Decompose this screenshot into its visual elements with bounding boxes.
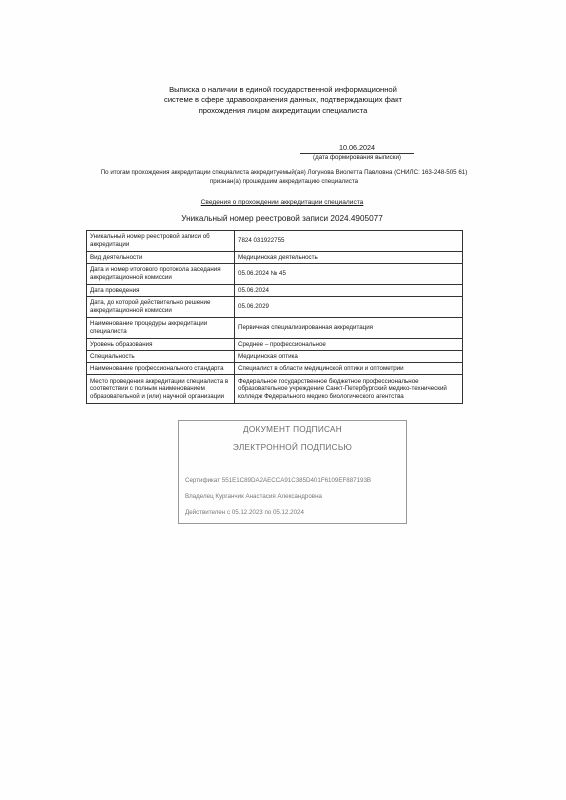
- row-label: Наименование процедуры аккредитации специалиста: [87, 318, 235, 339]
- row-label: Наименование профессионального стандарта: [87, 363, 235, 375]
- table-row: [87, 339, 463, 351]
- issue-date: 10.06.2024: [300, 143, 414, 154]
- table-row: [87, 351, 463, 363]
- stamp-owner: Владелец Курганчик Анастасия Александровна: [185, 493, 322, 500]
- table-row: [87, 231, 463, 252]
- row-label: Вид деятельности: [87, 252, 235, 264]
- row-value: Среднее – профессиональное: [235, 339, 463, 351]
- table-row: [87, 375, 463, 404]
- row-value: 05.06.2029: [235, 297, 463, 318]
- table-row: [87, 363, 463, 375]
- section-title: Сведения о прохождении аккредитации специалиста: [200, 199, 364, 206]
- accreditation-table: [86, 230, 463, 404]
- row-value: Федеральное государственное бюджетное профессиональное образовательное учреждение Санкт-Петербургский медико-технический колледж Федерального медико биологического агентства: [235, 375, 463, 404]
- electronic-signature-stamp: [178, 420, 407, 524]
- document-title: [110, 85, 456, 116]
- row-value: Медицинская деятельность: [235, 252, 463, 264]
- table-row: [87, 297, 463, 318]
- row-label: Место проведения аккредитации специалиста в соответствии с полным наименованием образовательной и (или) научной организации: [87, 375, 235, 404]
- table-row: [87, 318, 463, 339]
- intro-paragraph: [82, 168, 486, 186]
- row-label: Дата, до которой действительно решение аккредитационной комиссии: [87, 297, 235, 318]
- row-value: Первичная специализированная аккредитация: [235, 318, 463, 339]
- title-line-2: системе в сфере здравоохранения данных, подтверждающих факт: [164, 95, 402, 105]
- intro-line-1: По итогам прохождения аккредитации специалиста аккредитуемый(ая) Логунова Виолетта Павловна (СНИЛС: 163-248-505 61): [100, 169, 468, 176]
- row-label: Специальность: [87, 351, 235, 363]
- table-row: [87, 285, 463, 297]
- registry-number-title: Уникальный номер реестровой записи 2024.4905077: [181, 214, 383, 223]
- row-label: Дата и номер итогового протокола заседания аккредитационной комиссии: [87, 264, 235, 285]
- row-value: 05.06.2024: [235, 285, 463, 297]
- title-line-3: прохождения лицом аккредитации специалиста: [198, 105, 368, 115]
- stamp-heading-line-2: ЭЛЕКТРОННОЙ ПОДПИСЬЮ: [232, 443, 353, 452]
- issue-date-caption: (дата формирования выписки): [313, 154, 401, 161]
- row-value: 7824 031922755: [235, 231, 463, 252]
- row-label: Дата проведения: [87, 285, 235, 297]
- intro-line-2: признан(а) прошедшим аккредитацию специалиста: [209, 178, 359, 185]
- issue-date-block: [300, 143, 414, 162]
- table-row: [87, 252, 463, 264]
- stamp-validity: Действителен с 05.12.2023 по 05.12.2024: [185, 509, 304, 516]
- row-label: Уровень образования: [87, 339, 235, 351]
- stamp-certificate: Сертификат 551E1C89DA2AECCA91C385D401F6109EF887193B: [185, 477, 372, 484]
- row-value: Медицинская оптика: [235, 351, 463, 363]
- row-label: Уникальный номер реестровой записи об аккредитации: [87, 231, 235, 252]
- title-line-1: Выписка о наличии в единой государственной информационной: [169, 85, 397, 94]
- row-value: 05.06.2024 № 45: [235, 264, 463, 285]
- stamp-heading-line-1: ДОКУМЕНТ ПОДПИСАН: [242, 425, 343, 434]
- table-row: [87, 264, 463, 285]
- row-value: Специалист в области медицинской оптики и оптометрии: [235, 363, 463, 375]
